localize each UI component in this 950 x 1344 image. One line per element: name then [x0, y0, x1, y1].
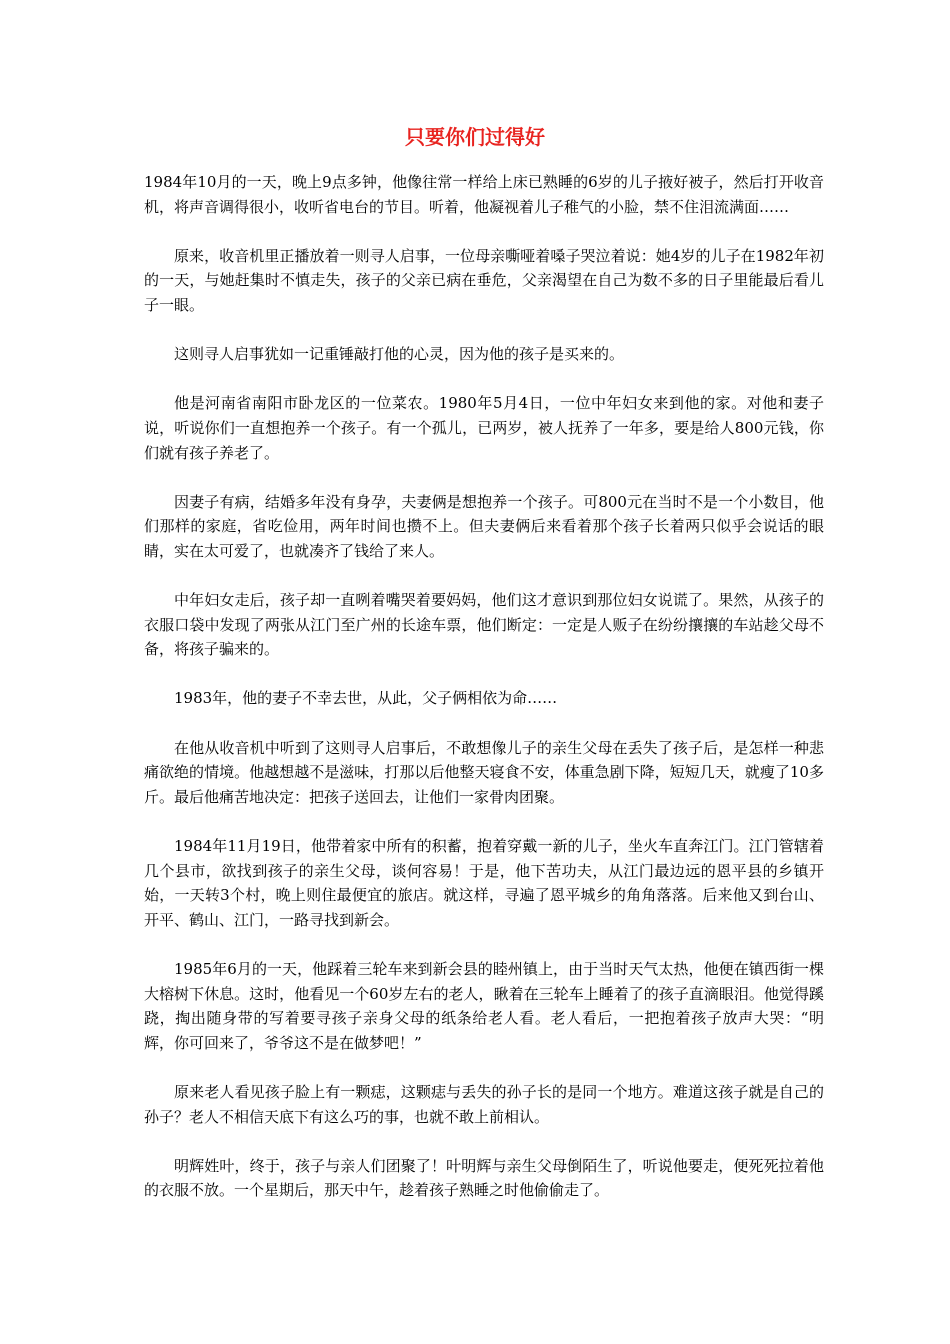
paragraph-3: 这则寻人启事犹如一记重锤敲打他的心灵，因为他的孩子是买来的。: [174, 345, 625, 364]
paragraph-4: 他是河南省南阳市卧龙区的一位菜农。1980年5月4日，一位中年妇女来到他的家。对他和妻子说，听说你们一直想抱养一个孩子。有一个孤儿，已两岁，被人抚养了一年多，要是给人800元钱，你们就有孩子养老了。: [144, 394, 824, 462]
paragraph-11: 原来老人看见孩子脸上有一颗痣，这颗痣与丢失的孙子长的是同一个地方。难道这孩子就是自己的孙子？老人不相信天底下有这么巧的事，也就不敢上前相认。: [144, 1082, 824, 1126]
paragraph-2: 原来，收音机里正播放着一则寻人启事，一位母亲嘶哑着嗓子哭泣着说：她4岁的儿子在1982年初的一天，与她赶集时不慎走失，孩子的父亲已病在垂危，父亲渴望在自己为数不多的日子里能最后看儿子一眼。: [144, 246, 824, 314]
paragraph-5: 因妻子有病，结婚多年没有身孕，夫妻俩是想抱养一个孩子。可800元在当时不是一个小数目，他们那样的家庭，省吃俭用，两年时间也攒不上。但夫妻俩后来看着那个孩子长着两只似乎会说话的眼睛，实在太可爱了，也就凑齐了钱给了来人。: [144, 492, 824, 560]
paragraph-12: 明辉姓叶，终于，孩子与亲人们团聚了！叶明辉与亲生父母倒陌生了，听说他要走，便死死拉着他的衣服不放。一个星期后，那天中午，趁着孩子熟睡之时他偷偷走了。: [144, 1156, 824, 1200]
document-title: 只要你们过得好: [405, 125, 545, 149]
paragraph-9: 1984年11月19日，他带着家中所有的积蓄，抱着穿戴一新的儿子，坐火车直奔江门。江门管辖着几个县市，欲找到孩子的亲生父母，谈何容易！于是，他下苦功夫，从江门最边远的恩平县的乡镇开始，一天转3个村，晚上则住最便宜的旅店。就这样，寻遍了恩平城乡的角角落落。后来他又到台山、开平、鹤山、江门，一路寻找到新会。: [144, 837, 824, 929]
paragraph-6: 中年妇女走后，孩子却一直咧着嘴哭着要妈妈，他们这才意识到那位妇女说谎了。果然，从孩子的衣服口袋中发现了两张从江门至广州的长途车票，他们断定：一定是人贩子在纷纷攘攘的车站趁父母不备，将孩子骗来的。: [144, 591, 824, 659]
document-body: [144, 170, 824, 1228]
paragraph-7: 1983年，他的妻子不幸去世，从此，父子俩相依为命……: [174, 689, 558, 708]
paragraph-8: 在他从收音机中听到了这则寻人启事后，不敢想像儿子的亲生父母在丢失了孩子后，是怎样一种悲痛欲绝的情境。他越想越不是滋味，打那以后他整天寝食不安，体重急剧下降，短短几天，就瘦了10多斤。最后他痛苦地决定：把孩子送回去，让他们一家骨肉团聚。: [144, 738, 824, 806]
paragraph-1: 1984年10月的一天，晚上9点多钟，他像往常一样给上床已熟睡的6岁的儿子掖好被子，然后打开收音机，将声音调得很小，收听省电台的节目。听着，他凝视着儿子稚气的小脸，禁不住泪流满面……: [144, 173, 824, 216]
paragraph-10: 1985年6月的一天，他踩着三轮车来到新会县的睦州镇上，由于当时天气太热，他便在镇西街一棵大榕树下休息。这时，他看见一个60岁左右的老人，瞅着在三轮车上睡着了的孩子直滴眼泪。他觉得蹊跷，掏出随身带的写着要寻孩子亲身父母的纸条给老人看。老人看后，一把抱着孩子放声大哭：“明辉，你可回来了，爷爷这不是在做梦吧！”: [144, 960, 824, 1052]
